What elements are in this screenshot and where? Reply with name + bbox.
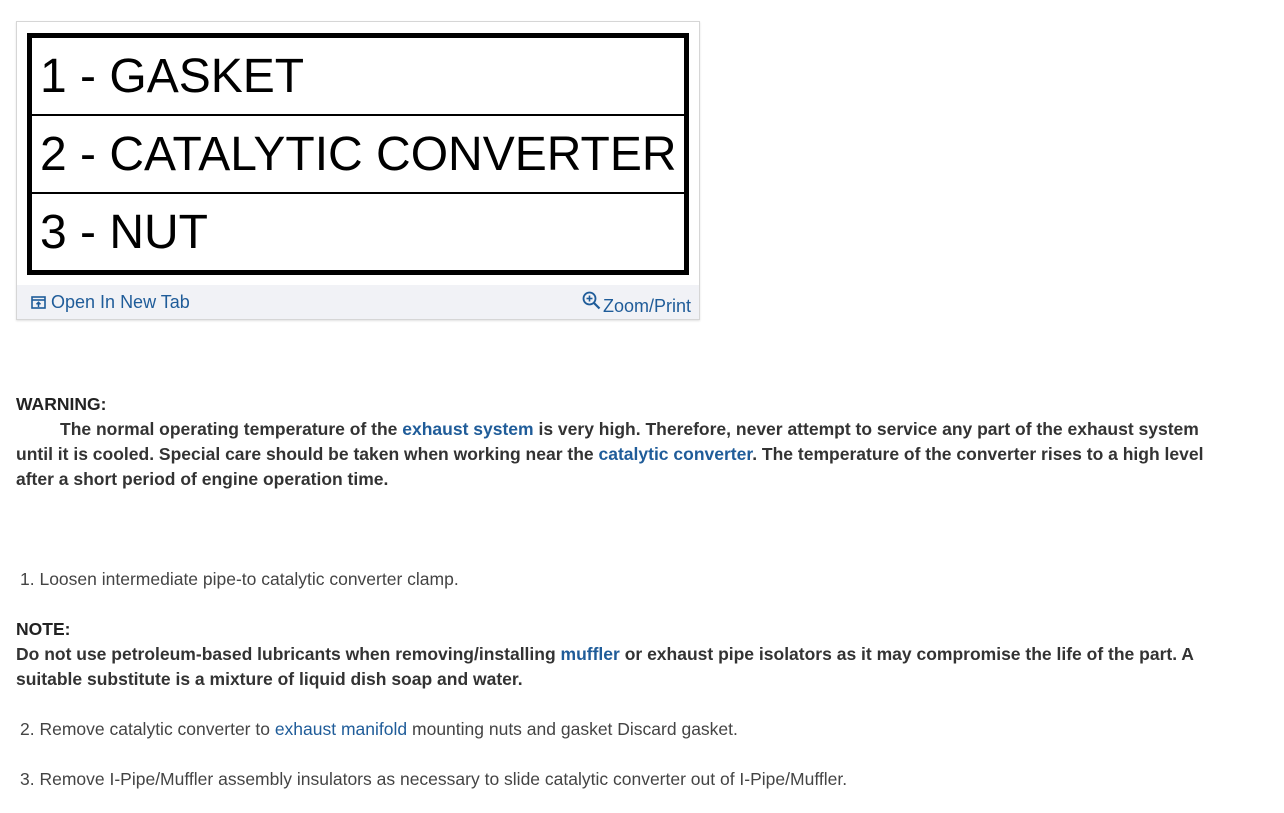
legend-row-gasket: 1 - GASKET [32,38,684,116]
legend-row-catalytic-converter: 2 - CATALYTIC CONVERTER [32,116,684,194]
zoom-in-icon [582,291,601,310]
note-label: NOTE: [16,619,71,639]
warning-text-part-3: . The temperature of the converter rises to a high level after a short period of engine operation time. [16,444,1204,489]
step-1: 1. Loosen intermediate pipe-to catalytic converter clamp. [20,569,459,589]
note-text-part-1: Do not use petroleum-based lubricants when removing/installing [16,644,561,664]
open-in-new-tab-link[interactable] [31,291,190,313]
warning-label: WARNING: [16,394,107,414]
step-2 [20,717,738,742]
catalytic-converter-link[interactable]: catalytic converter [598,444,753,464]
step-2-text-part-2: mounting nuts and gasket Discard gasket. [407,719,738,739]
warning-block [16,392,1232,492]
exhaust-system-link[interactable]: exhaust system [402,419,534,439]
legend-table [27,33,689,275]
step-3: 3. Remove I-Pipe/Muffler assembly insulators as necessary to slide catalytic converter out of I-Pipe/Muffler. [20,769,848,789]
warning-text [16,417,1232,492]
note-text-part-2: or exhaust pipe isolators as it may compromise the life of the part. A suitable substitute is a mixture of liquid dish soap and water. [16,644,1194,689]
zoom-print-label: Zoom/Print [602,296,691,316]
figure-legend-panel [16,21,700,320]
exhaust-manifold-link[interactable]: exhaust manifold [274,719,408,739]
open-in-new-tab-icon [31,296,46,310]
legend-row-nut: 3 - NUT [40,206,208,259]
muffler-link[interactable]: muffler [560,644,620,664]
figure-toolbar [17,285,699,319]
zoom-print-link[interactable] [582,291,691,317]
warning-text-part-1: The normal operating temperature of the [60,419,403,439]
note-block [16,617,1232,692]
open-in-new-tab-label: Open In New Tab [51,292,190,312]
warning-text-part-2: is very high. Therefore, never attempt to service any part of the exhaust system until it is cooled. Special care should be taken when working near the [16,419,1199,464]
note-text [16,642,1232,692]
step-2-text-part-1: 2. Remove catalytic converter to [20,719,275,739]
